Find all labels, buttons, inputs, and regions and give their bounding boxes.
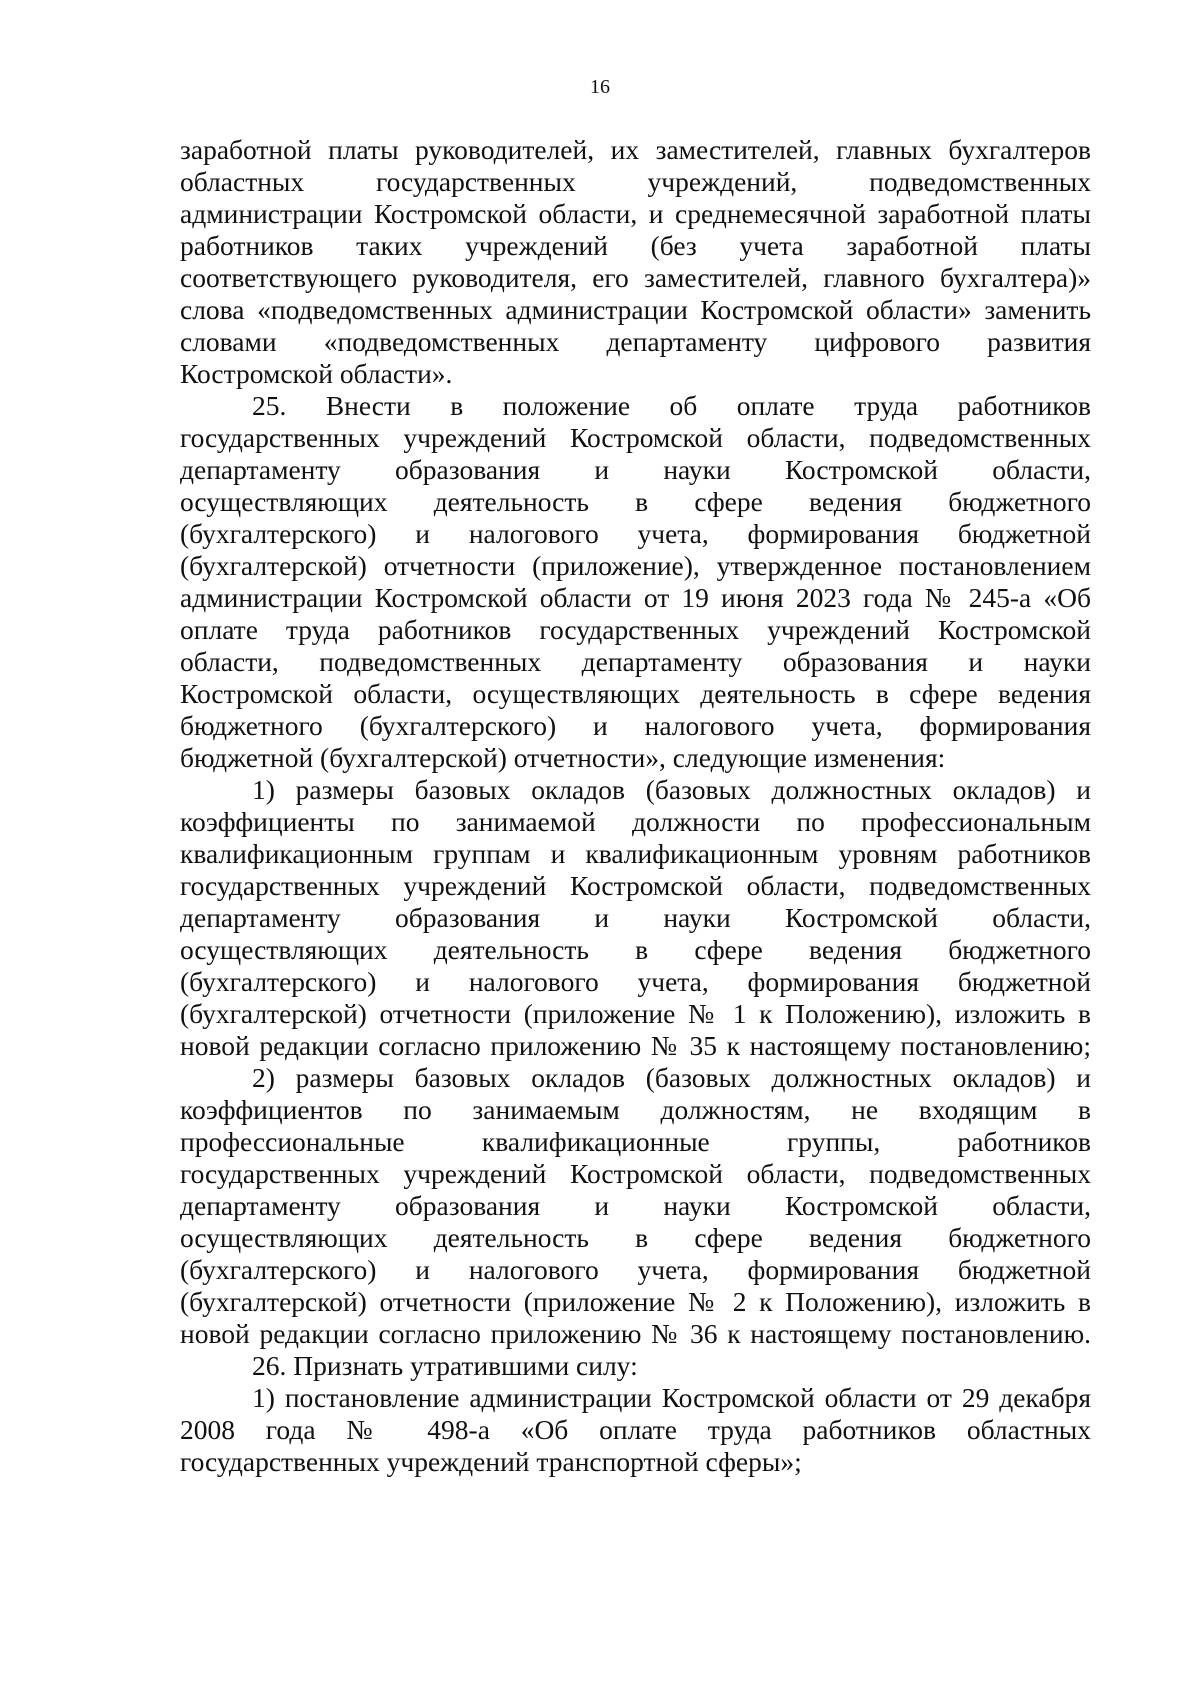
text-line: государственных учреждений Костромской области, подведомственных — [180, 870, 1091, 901]
text-line: области, подведомственных департаменту образования и науки — [180, 646, 1091, 677]
text-line: слова «подведомственных администрации Костромской области» заменить — [180, 294, 1091, 325]
text-line: (бухгалтерской) отчетности (приложение), утвержденное постановлением — [180, 550, 1091, 581]
text-line: квалификационным группам и квалификационным уровням работников — [180, 838, 1091, 869]
text-line: 2) размеры базовых окладов (базовых должностных окладов) и — [252, 1062, 1091, 1093]
text-line: Костромской области». — [180, 358, 453, 389]
text-line: 1) размеры базовых окладов (базовых должностных окладов) и — [252, 774, 1091, 805]
text-line: словами «подведомственных департаменту цифрового развития — [180, 326, 1091, 357]
text-line: департаменту образования и науки Костромской области, — [180, 1190, 1091, 1221]
text-line: работников таких учреждений (без учета заработной платы — [180, 230, 1091, 261]
text-line: государственных учреждений Костромской области, подведомственных — [180, 422, 1091, 453]
text-line: областных государственных учреждений, подведомственных — [180, 166, 1091, 197]
text-line: департаменту образования и науки Костромской области, — [180, 902, 1091, 933]
text-line: заработной платы руководителей, их заместителей, главных бухгалтеров — [180, 134, 1091, 165]
text-line: Костромской области, осуществляющих деятельность в сфере ведения — [180, 678, 1091, 709]
text-line: государственных учреждений Костромской области, подведомственных — [180, 1158, 1091, 1189]
text-line: новой редакции согласно приложению № 36 к настоящему постановлению. — [180, 1318, 1091, 1349]
text-line: 2008 года № 498-а «Об оплате труда работников областных — [180, 1414, 1091, 1445]
text-line: 1) постановление администрации Костромской области от 29 декабря — [252, 1382, 1091, 1413]
text-line: коэффициенты по занимаемой должности по профессиональным — [180, 806, 1091, 837]
document-body — [180, 134, 1091, 1478]
text-line: бюджетного (бухгалтерского) и налогового учета, формирования — [180, 710, 1091, 741]
text-line: коэффициентов по занимаемым должностям, не входящим в — [180, 1094, 1091, 1125]
text-line: (бухгалтерского) и налогового учета, формирования бюджетной — [180, 1254, 1091, 1285]
text-line: новой редакции согласно приложению № 35 к настоящему постановлению; — [180, 1030, 1091, 1061]
text-line: (бухгалтерского) и налогового учета, формирования бюджетной — [180, 518, 1091, 549]
text-line: государственных учреждений транспортной сферы»; — [180, 1446, 802, 1477]
text-line: осуществляющих деятельность в сфере ведения бюджетного — [180, 934, 1091, 965]
text-line: (бухгалтерского) и налогового учета, формирования бюджетной — [180, 966, 1091, 997]
text-line: администрации Костромской области от 19 июня 2023 года № 245-а «Об — [180, 582, 1091, 613]
text-line: осуществляющих деятельность в сфере ведения бюджетного — [180, 486, 1091, 517]
text-line: осуществляющих деятельность в сфере ведения бюджетного — [180, 1222, 1091, 1253]
page-number: 16 — [590, 76, 610, 98]
text-line: оплате труда работников государственных учреждений Костромской — [180, 614, 1091, 645]
text-line: соответствующего руководителя, его заместителей, главного бухгалтера)» — [180, 262, 1091, 293]
text-line: (бухгалтерской) отчетности (приложение № 1 к Положению), изложить в — [180, 998, 1091, 1029]
text-line: (бухгалтерской) отчетности (приложение № 2 к Положению), изложить в — [180, 1286, 1091, 1317]
text-line: бюджетной (бухгалтерской) отчетности», следующие изменения: — [180, 742, 946, 773]
text-line: 25. Внести в положение об оплате труда работников — [252, 390, 1091, 421]
text-line: 26. Признать утратившими силу: — [252, 1350, 638, 1381]
text-line: департаменту образования и науки Костромской области, — [180, 454, 1091, 485]
text-line: администрации Костромской области, и среднемесячной заработной платы — [180, 198, 1091, 229]
text-line: профессиональные квалификационные группы, работников — [180, 1126, 1091, 1157]
